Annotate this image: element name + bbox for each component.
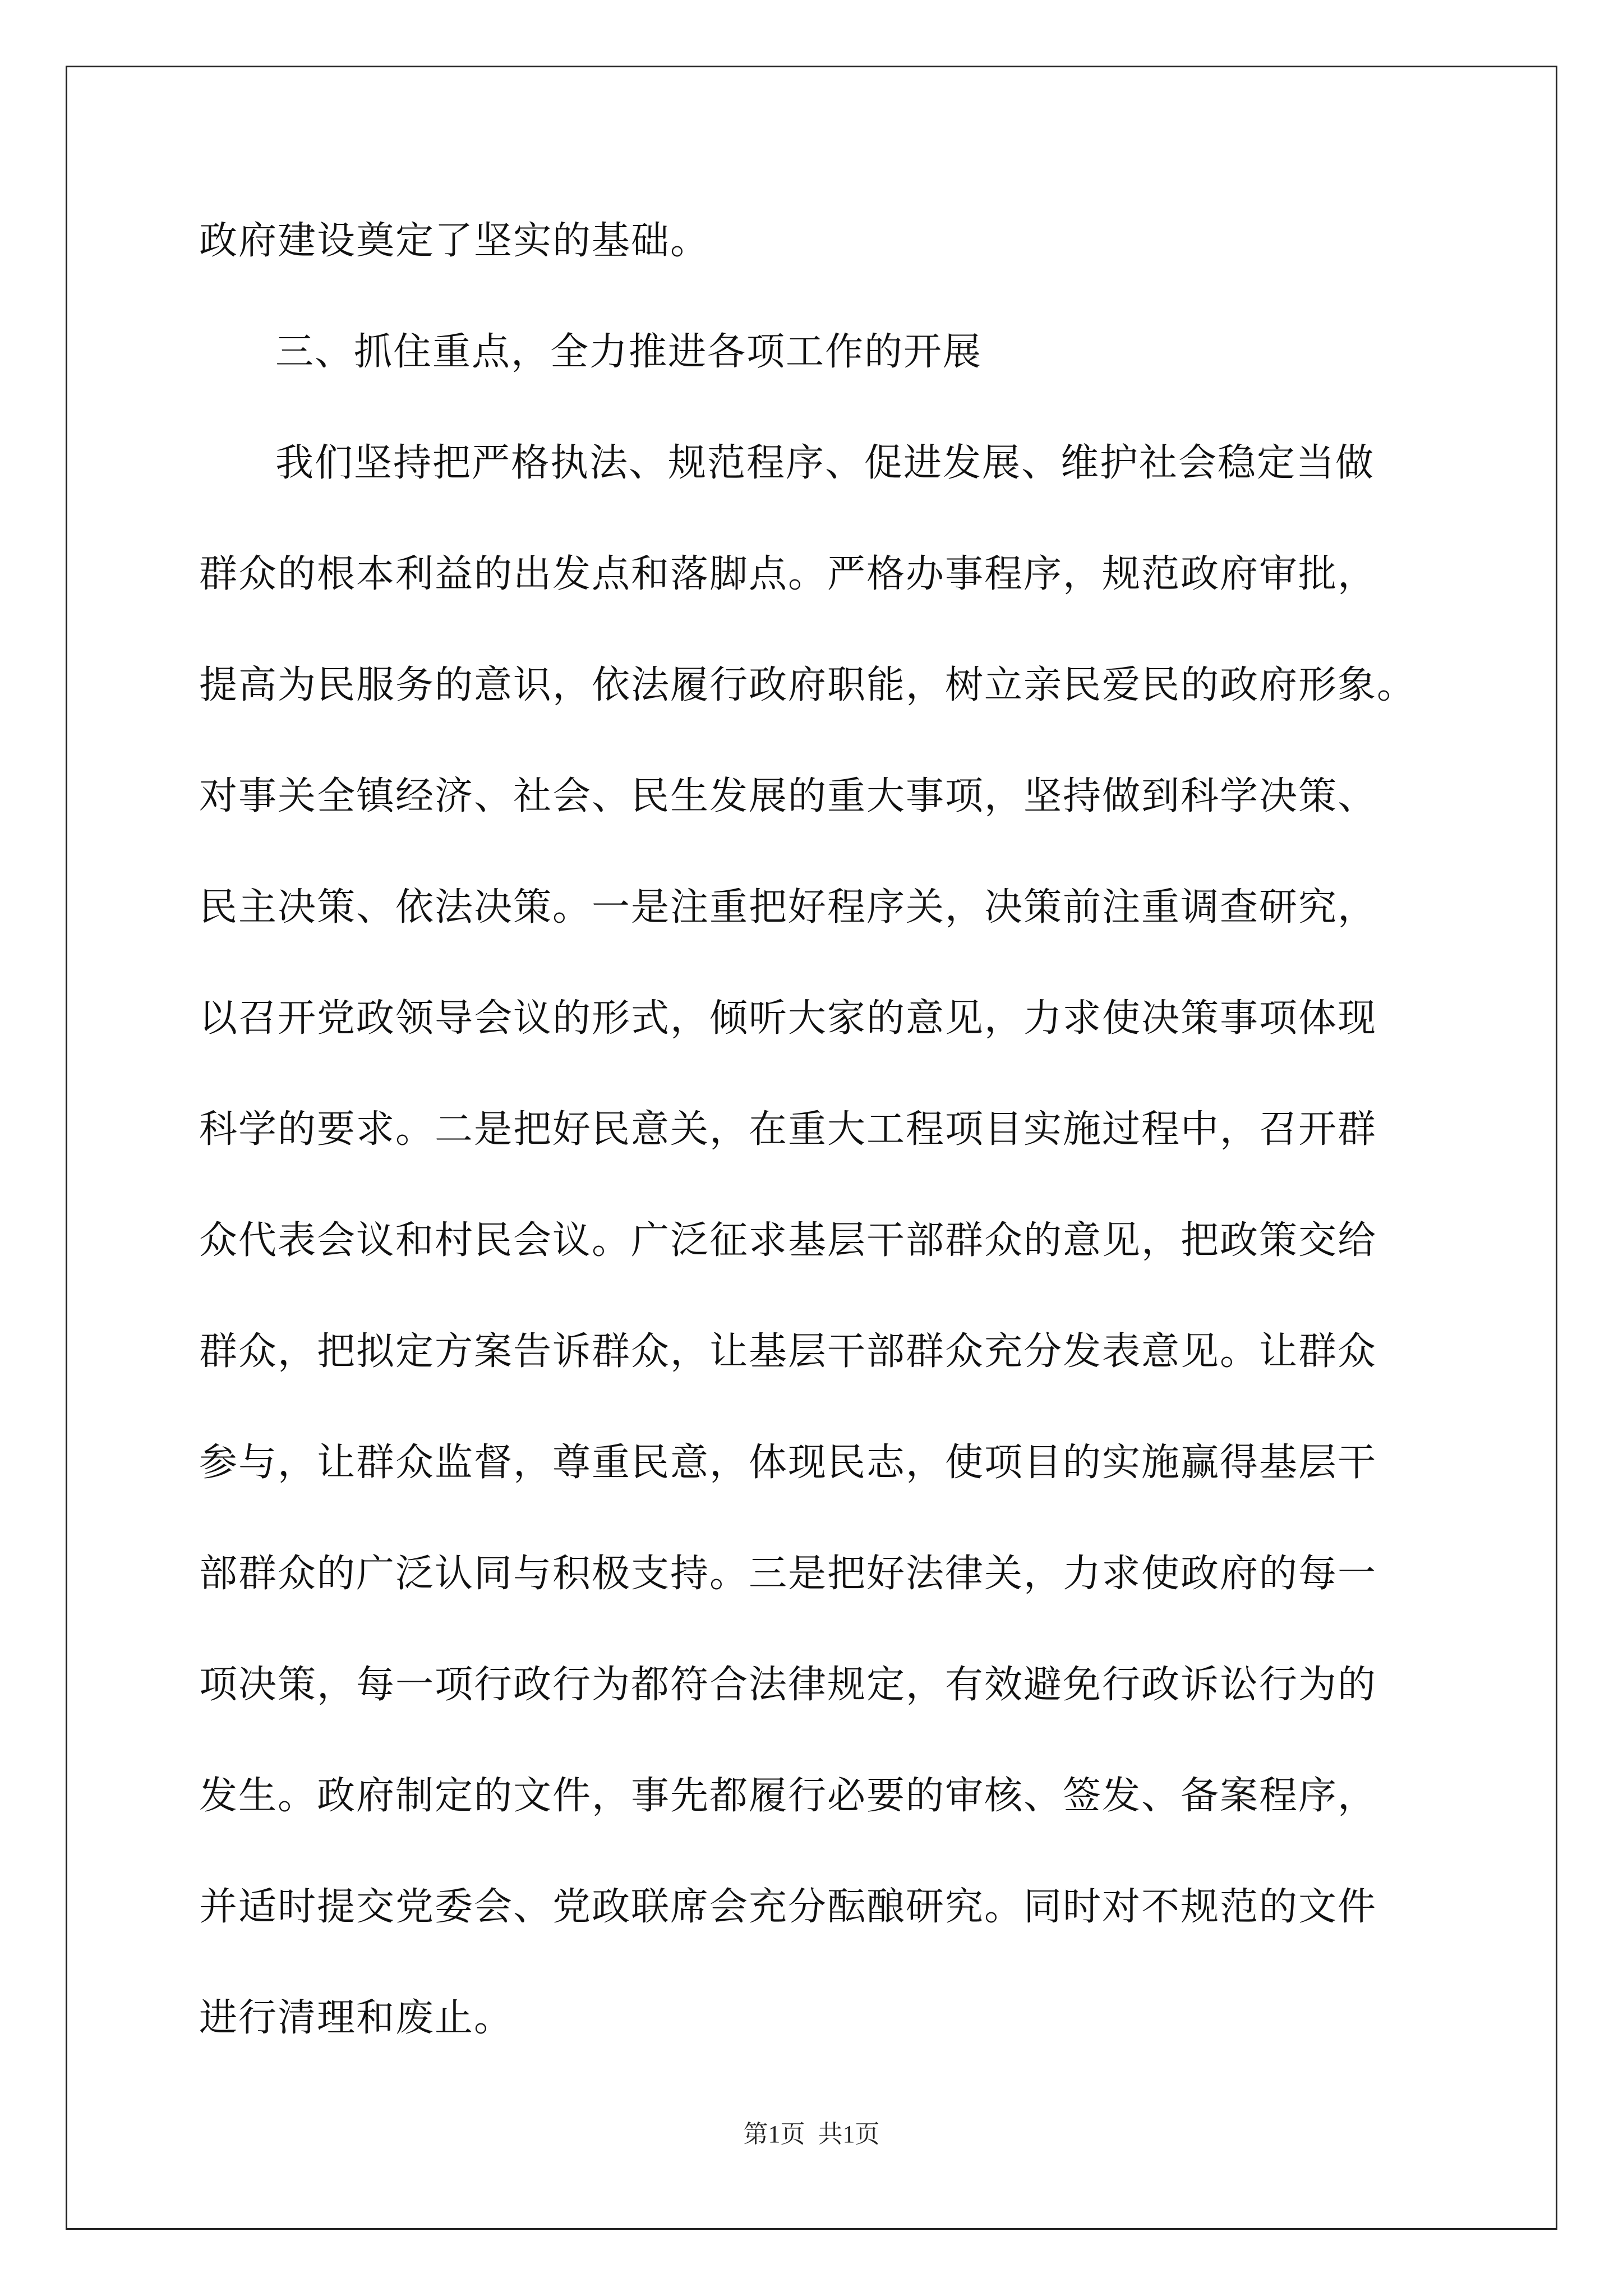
paragraph-line: 发生。政府制定的文件，事先都履行必要的审核、签发、备案程序， xyxy=(199,1774,1377,1818)
paragraph-line: 项决策，每一项行政行为都符合法律规定，有效避免行政诉讼行为的 xyxy=(199,1663,1377,1707)
paragraph-line: 我们坚持把严格执法、规范程序、促进发展、维护社会稳定当做 xyxy=(275,441,1375,485)
paragraph-line: 并适时提交党委会、党政联席会充分酝酿研究。同时对不规范的文件 xyxy=(199,1885,1377,1929)
page-footer xyxy=(0,2118,1623,2151)
paragraph-line: 群众，把拟定方案告诉群众，让基层干部群众充分发表意见。让群众 xyxy=(199,1329,1377,1374)
paragraph-line: 部群众的广泛认同与积极支持。三是把好法律关，力求使政府的每一 xyxy=(199,1552,1377,1596)
paragraph-line: 提高为民服务的意识，依法履行政府职能，树立亲民爱民的政府形象。 xyxy=(199,663,1417,707)
page-number: 第1页 xyxy=(743,2120,805,2148)
paragraph-line: 众代表会议和村民会议。广泛征求基层干部群众的意见，把政策交给 xyxy=(199,1218,1377,1263)
paragraph-line: 参与，让群众监督，尊重民意，体现民志，使项目的实施赢得基层干 xyxy=(199,1441,1377,1485)
paragraph-line: 民主决策、依法决策。一是注重把好程序关，决策前注重调查研究， xyxy=(199,885,1377,930)
paragraph-line: 群众的根本利益的出发点和落脚点。严格办事程序，规范政府审批， xyxy=(199,552,1377,596)
paragraph-line: 科学的要求。二是把好民意关，在重大工程项目实施过程中，召开群 xyxy=(199,1107,1377,1152)
page-total: 共1页 xyxy=(818,2120,880,2148)
paragraph-line: 进行清理和废止。 xyxy=(199,1996,514,2040)
paragraph-line: 以召开党政领导会议的形式，倾听大家的意见，力求使决策事项体现 xyxy=(199,996,1377,1041)
section-heading: 三、抓住重点，全力推进各项工作的开展 xyxy=(275,330,983,374)
paragraph-line: 对事关全镇经济、社会、民生发展的重大事项，坚持做到科学决策、 xyxy=(199,774,1377,818)
paragraph-continuation-line: 政府建设奠定了坚实的基础。 xyxy=(199,219,710,263)
